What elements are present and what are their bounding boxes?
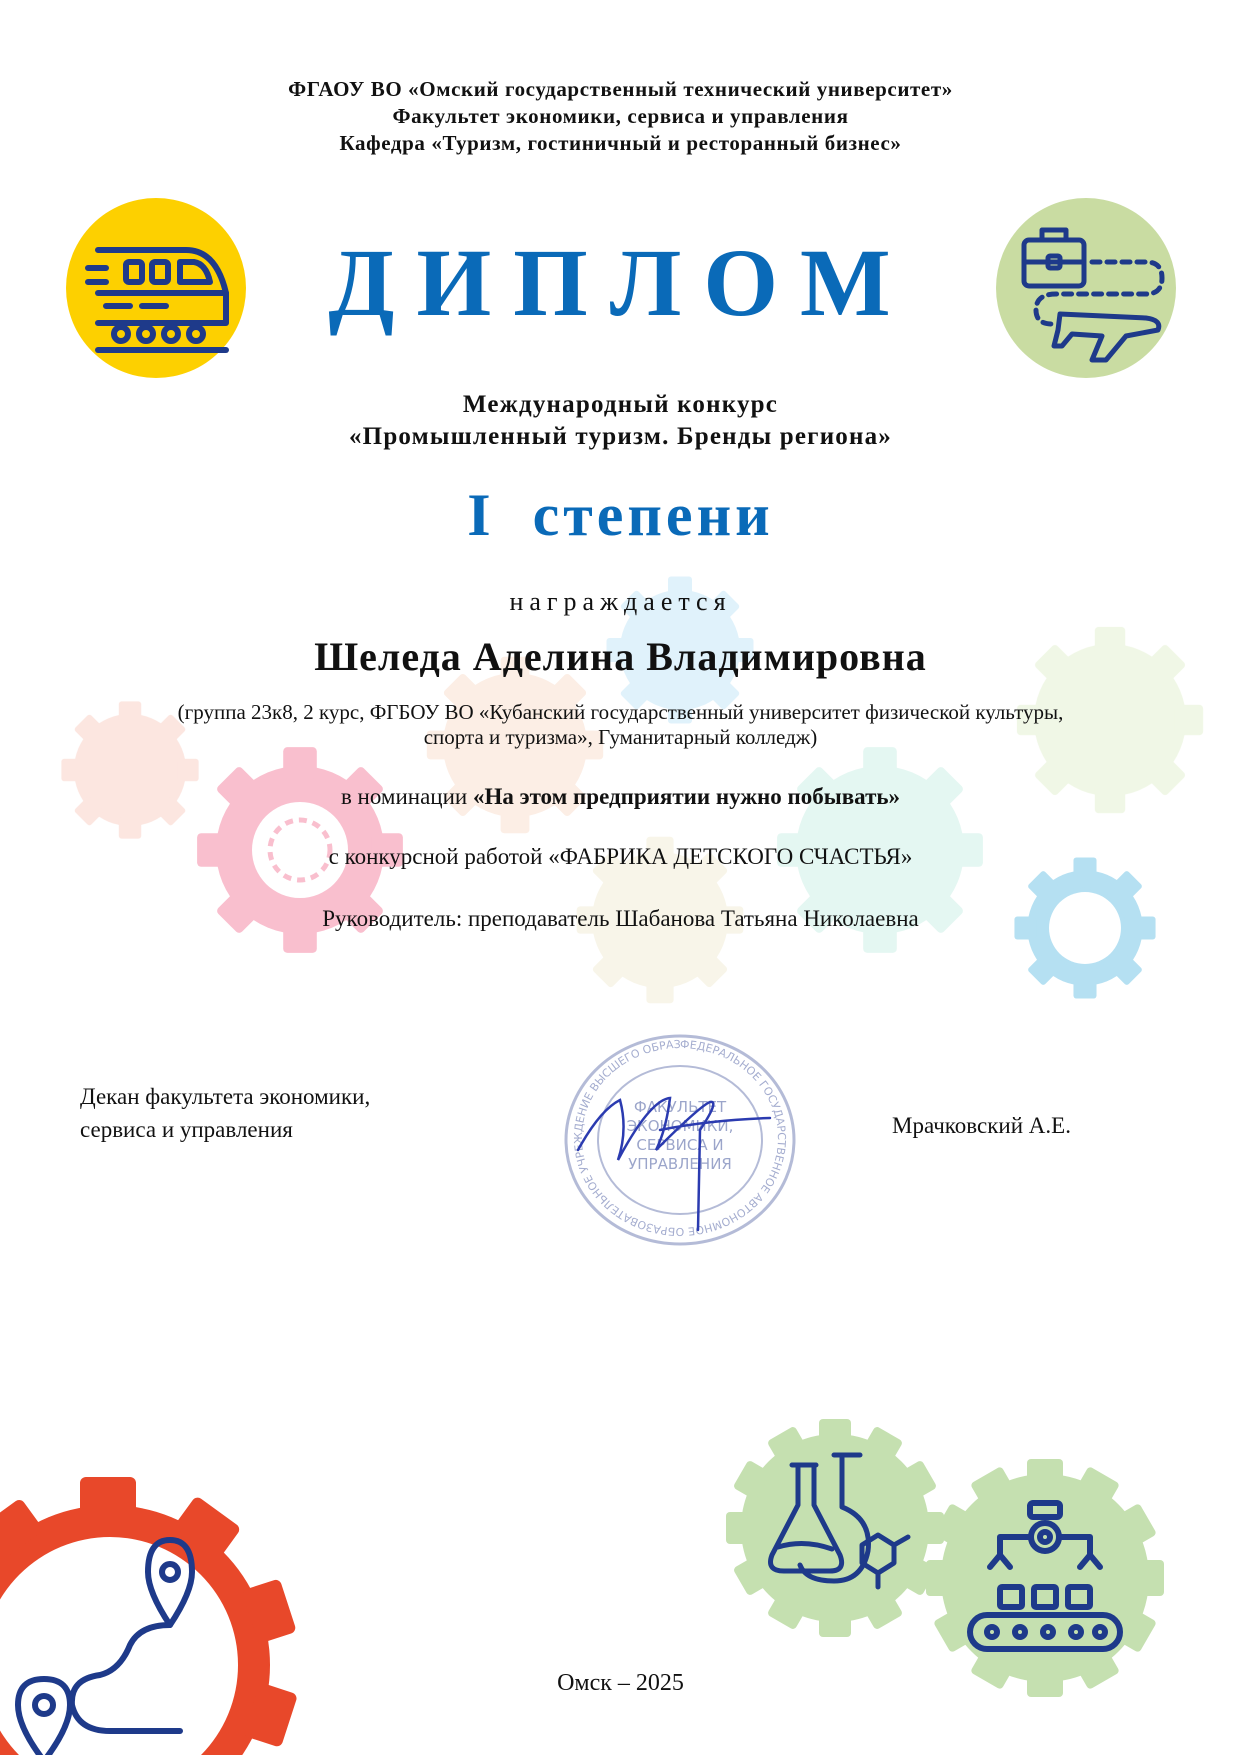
nomination xyxy=(0,784,1241,810)
factory-robot-icon xyxy=(922,1455,1168,1701)
nomination-value: «На этом предприятии нужно побывать» xyxy=(472,784,901,809)
recipient-name: Шеледа Аделина Владимировна xyxy=(314,634,927,679)
recipient-details-line1: (группа 23к8, 2 курс, ФГБОУ ВО «Кубанский государственный университет физической культуры, xyxy=(177,700,1064,724)
dean-title-line2: сервиса и управления xyxy=(80,1117,293,1142)
route-pin-icon xyxy=(0,1465,320,1755)
dean-title-line1: Декан факультета экономики, xyxy=(80,1084,371,1109)
dean-name: Мрачковский А.Е. xyxy=(892,1113,1071,1138)
university-name: ФГАОУ ВО «Омский государственный технический университет» xyxy=(288,77,953,101)
degree-label: I степени xyxy=(467,482,774,548)
recipient-details xyxy=(0,700,1241,750)
contest-line1: Международный конкурс xyxy=(462,391,779,418)
recipient-details-line2: спорта и туризма», Гуманитарный колледж) xyxy=(423,725,818,749)
department-name: Кафедра «Туризм, гостиничный и ресторанный бизнес» xyxy=(339,131,902,155)
stamp-center-text: ФАКУЛЬТЕТ ЭКОНОМИКИ, СЕРВИСА И УПРАВЛЕНИЯ xyxy=(626,1098,734,1173)
city-year: Омск – 2025 xyxy=(557,1670,684,1696)
stamp-ring-text: ФЕДЕРАЛЬНОЕ ГОСУДАРСТВЕННОЕ АВТОНОМНОЕ ОБРАЗОВАТЕЛЬНОЕ УЧРЕЖДЕНИЕ ВЫСШЕГО ОБРАЗОВАНИЯ ОМСКИЙ ГОСУДАРСТВЕННЫЙ ТЕХНИЧЕСКИЙ УНИВЕРСИТЕТ xyxy=(555,1020,789,1239)
awarded-label: награждается xyxy=(509,587,732,616)
contest-work: с конкурсной работой «ФАБРИКА ДЕТСКОГО СЧАСТЬЯ» xyxy=(328,844,913,869)
faculty-name: Факультет экономики, сервиса и управления xyxy=(392,104,849,128)
supervisor: Руководитель: преподаватель Шабанова Татьяна Николаевна xyxy=(322,906,919,931)
nomination-prefix: в номинации xyxy=(340,784,473,809)
contest-line2: «Промышленный туризм. Бренды региона» xyxy=(348,423,893,450)
diploma-title: ДИПЛОМ xyxy=(328,229,913,336)
official-stamp xyxy=(555,1020,800,1250)
lab-flask-icon xyxy=(722,1415,948,1641)
contest-name xyxy=(0,389,1241,453)
dean-title xyxy=(80,1080,370,1146)
